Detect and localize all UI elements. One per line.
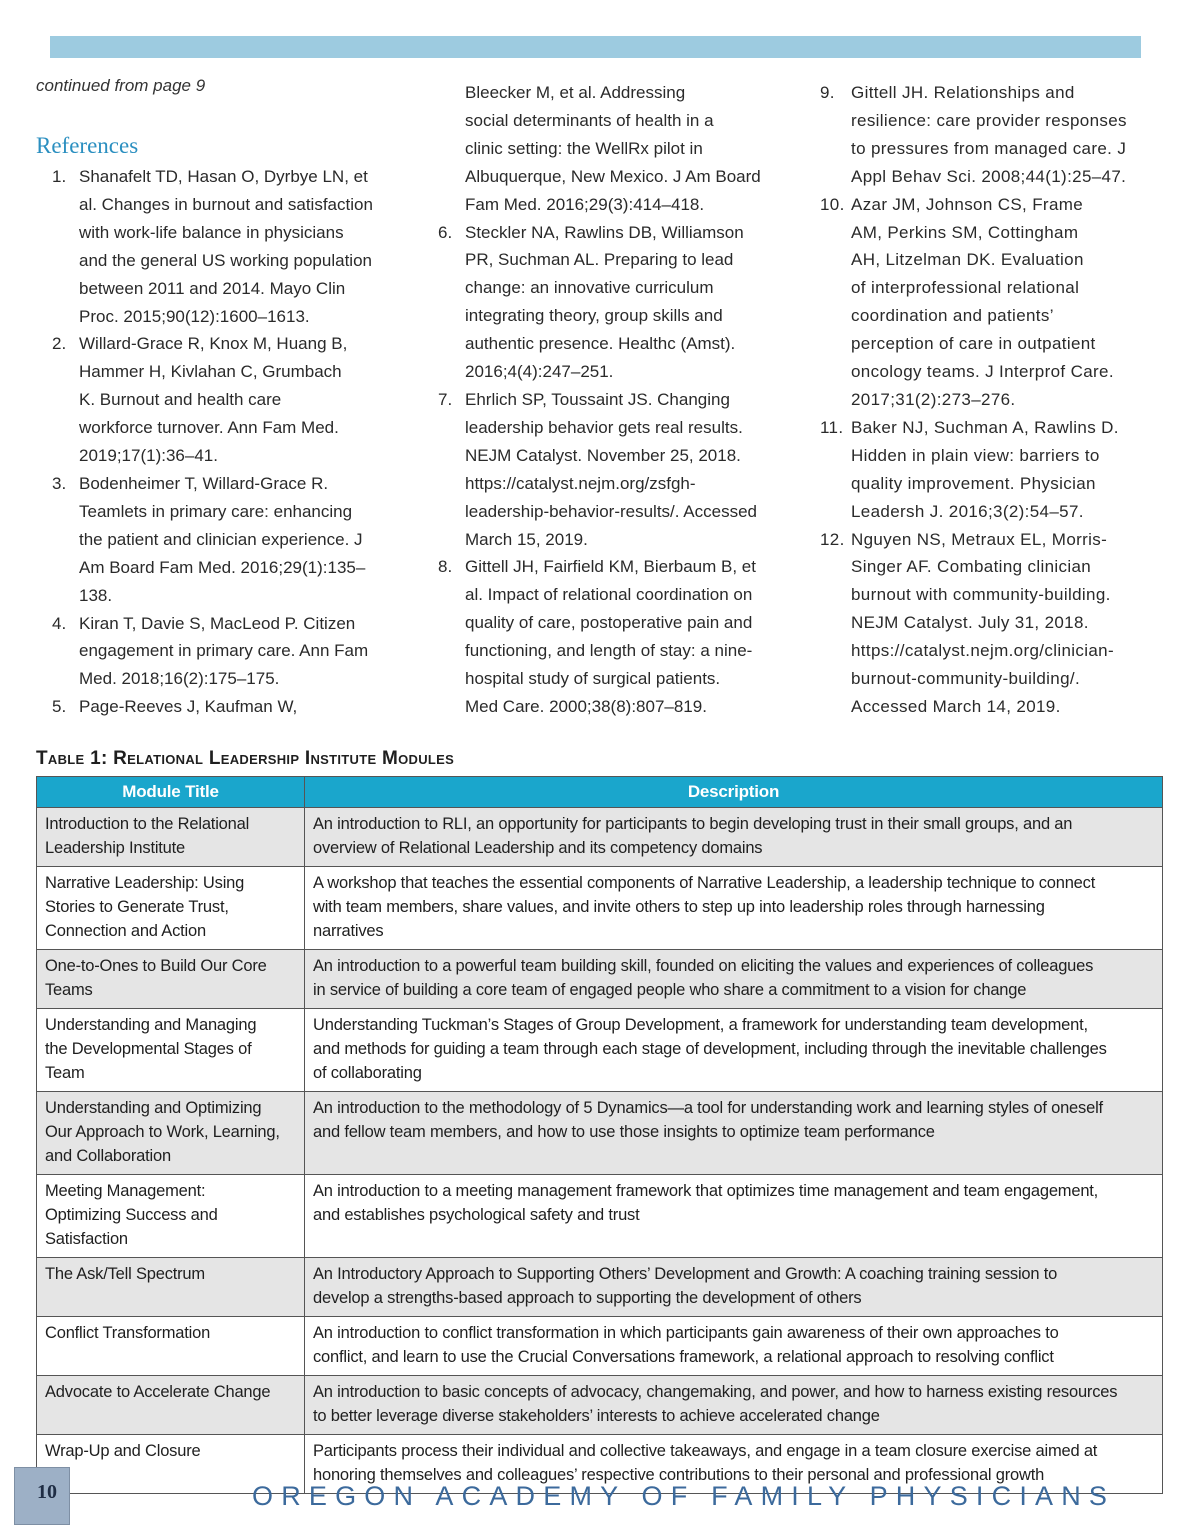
reference-line: Kiran T, Davie S, MacLeod P. Citizen bbox=[79, 613, 356, 633]
module-title-line: Optimizing Success and bbox=[45, 1206, 218, 1224]
reference-line: to pressures from managed care. J bbox=[851, 138, 1127, 158]
module-description-line: and fellow team members, and how to use those insights to optimize team performance bbox=[313, 1123, 935, 1141]
module-title-line: Narrative Leadership: Using bbox=[45, 874, 245, 892]
module-description-line: honoring themselves and colleagues’ respective contributions to their personal and professional growth bbox=[313, 1466, 1045, 1484]
table-row bbox=[37, 950, 1163, 1009]
reference-line: Bodenheimer T, Willard-Grace R. bbox=[79, 473, 329, 493]
header-bar bbox=[50, 36, 1141, 58]
reference-line: Nguyen NS, Metraux EL, Morris- bbox=[851, 529, 1108, 549]
module-description-line: of collaborating bbox=[313, 1064, 422, 1082]
header-module-title: Module Title bbox=[37, 777, 305, 808]
module-title-line: Connection and Action bbox=[45, 922, 206, 940]
module-title-line: Teams bbox=[45, 981, 93, 999]
reference-line: Hammer H, Kivlahan C, Grumbach bbox=[79, 362, 342, 382]
reference-line: Teamlets in primary care: enhancing bbox=[79, 501, 353, 521]
module-title-cell bbox=[37, 867, 305, 950]
reference-line: Shanafelt TD, Hasan O, Dyrbye LN, et bbox=[79, 167, 368, 186]
module-title-line: One-to-Ones to Build Our Core bbox=[45, 957, 267, 975]
reference-line: perception of care in outpatient bbox=[851, 334, 1096, 354]
reference-number: 5. bbox=[52, 697, 67, 717]
reference-line: Am Board Fam Med. 2016;29(1):135– bbox=[79, 557, 366, 577]
reference-item bbox=[438, 219, 798, 386]
reference-line: leadership behavior gets real results. bbox=[465, 417, 743, 437]
module-description-line: An introduction to the methodology of 5 Dynamics—a tool for understanding work and learning styles of oneself bbox=[313, 1099, 1103, 1117]
reference-item bbox=[820, 79, 1165, 191]
reference-line: NEJM Catalyst. November 25, 2018. bbox=[465, 445, 741, 465]
reference-line: K. Burnout and health care bbox=[79, 390, 282, 410]
reference-line: workforce turnover. Ann Fam Med. bbox=[79, 418, 339, 438]
reference-item bbox=[52, 693, 422, 721]
module-description-cell bbox=[305, 1376, 1163, 1435]
module-title-line: The Ask/Tell Spectrum bbox=[45, 1265, 205, 1283]
module-description-line: and establishes psychological safety and trust bbox=[313, 1206, 640, 1224]
module-title-line: Conflict Transformation bbox=[45, 1324, 211, 1342]
reference-line: and the general US working population bbox=[79, 250, 372, 270]
module-description-line: conflict, and learn to use the Crucial Conversations framework, a relational approach to resolving conflict bbox=[313, 1348, 1054, 1366]
module-title-line: Team bbox=[45, 1064, 85, 1082]
reference-number: 11. bbox=[820, 417, 844, 437]
module-title-line: Meeting Management: bbox=[45, 1182, 206, 1200]
reference-line: with work-life balance in physicians bbox=[79, 222, 344, 242]
references-column-3 bbox=[820, 79, 1165, 721]
header-description: Description bbox=[305, 777, 1163, 808]
reference-line: Med. 2018;16(2):175–175. bbox=[79, 669, 280, 689]
reference-line: leadership-behavior-results/. Accessed bbox=[465, 501, 757, 521]
reference-line: authentic presence. Healthc (Amst). bbox=[465, 334, 736, 354]
module-title-cell bbox=[37, 1092, 305, 1175]
module-description-line: in service of building a core team of engaged people who share a commitment to a vision for change bbox=[313, 981, 1027, 999]
reference-line: al. Impact of relational coordination on bbox=[465, 585, 753, 605]
module-description-line: Understanding Tuckman’s Stages of Group Development, a framework for understanding team development, bbox=[313, 1016, 1088, 1034]
table-row bbox=[37, 808, 1163, 867]
reference-line: burnout with community-building. bbox=[851, 585, 1111, 605]
reference-item bbox=[820, 191, 1165, 414]
reference-line: functioning, and length of stay: a nine- bbox=[465, 641, 753, 661]
references-column-1 bbox=[52, 163, 422, 721]
reference-line: Azar JM, Johnson CS, Frame bbox=[851, 194, 1084, 214]
table-row bbox=[37, 1317, 1163, 1376]
reference-line: Singer AF. Combating clinician bbox=[851, 557, 1092, 577]
reference-number: 12. bbox=[820, 529, 845, 549]
reference-line: https://catalyst.nejm.org/clinician- bbox=[851, 641, 1114, 661]
module-description-line: A workshop that teaches the essential components of Narrative Leadership, a leadership technique to connect bbox=[313, 874, 1096, 892]
module-description-line: An introduction to conflict transformation in which participants gain awareness of their own approaches to bbox=[313, 1324, 1059, 1342]
reference-line: hospital study of surgical patients. bbox=[465, 669, 721, 689]
module-description-cell bbox=[305, 808, 1163, 867]
reference-line: 2019;17(1):36–41. bbox=[79, 446, 218, 466]
module-description-cell bbox=[305, 1092, 1163, 1175]
module-description-line: An introduction to basic concepts of advocacy, changemaking, and power, and how to harness existing resources bbox=[313, 1383, 1118, 1401]
table-row bbox=[37, 1258, 1163, 1317]
reference-item bbox=[820, 414, 1165, 526]
reference-line: al. Changes in burnout and satisfaction bbox=[79, 194, 373, 214]
reference-line: Med Care. 2000;38(8):807–819. bbox=[465, 696, 707, 716]
reference-line: https://catalyst.nejm.org/zsfgh- bbox=[465, 473, 696, 493]
reference-line: engagement in primary care. Ann Fam bbox=[79, 641, 369, 661]
footer-organization: OREGON ACADEMY OF FAMILY PHYSICIANS bbox=[252, 1481, 1116, 1511]
reference-item bbox=[52, 330, 422, 470]
module-description-cell bbox=[305, 1317, 1163, 1376]
reference-line: Gittell JH. Relationships and bbox=[851, 83, 1075, 102]
module-title-line: Advocate to Accelerate Change bbox=[45, 1383, 271, 1401]
reference-line: March 15, 2019. bbox=[465, 529, 588, 549]
references-column-2 bbox=[438, 79, 798, 721]
module-description-line: Participants process their individual and collective takeaways, and engage in a team closure exercise aimed at bbox=[313, 1442, 1098, 1460]
reference-line: 2017;31(2):273–276. bbox=[851, 389, 1016, 409]
reference-item bbox=[52, 610, 422, 694]
reference-line: Accessed March 14, 2019. bbox=[851, 696, 1061, 716]
reference-line: between 2011 and 2014. Mayo Clin bbox=[79, 278, 346, 298]
module-description-cell bbox=[305, 950, 1163, 1009]
module-description-line: develop a strengths-based approach to supporting the development of others bbox=[313, 1289, 862, 1307]
table-row bbox=[37, 867, 1163, 950]
reference-line: of interprofessional relational bbox=[851, 278, 1080, 298]
reference-line: social determinants of health in a bbox=[465, 110, 714, 130]
reference-line: Appl Behav Sci. 2008;44(1):25–47. bbox=[851, 166, 1127, 186]
reference-line: Albuquerque, New Mexico. J Am Board bbox=[465, 166, 761, 186]
table-row bbox=[37, 1092, 1163, 1175]
module-description-line: to better leverage diverse stakeholders’ interests to achieve accelerated change bbox=[313, 1407, 880, 1425]
module-title-line: and Collaboration bbox=[45, 1147, 171, 1165]
reference-item bbox=[52, 470, 422, 610]
reference-line: coordination and patients’ bbox=[851, 306, 1054, 326]
module-title-line: Stories to Generate Trust, bbox=[45, 898, 229, 916]
reference-line: integrating theory, group skills and bbox=[465, 306, 723, 326]
reference-item bbox=[52, 163, 422, 330]
module-title-line: Understanding and Managing bbox=[45, 1016, 257, 1034]
reference-line: Steckler NA, Rawlins DB, Williamson bbox=[465, 222, 744, 242]
reference-line: quality of care, postoperative pain and bbox=[465, 613, 753, 633]
reference-number: 8. bbox=[438, 557, 453, 577]
module-description-line: narratives bbox=[313, 922, 384, 940]
reference-line: Hidden in plain view: barriers to bbox=[851, 445, 1100, 465]
table-title: Table 1: Relational Leadership Institute Modules bbox=[36, 748, 455, 769]
module-description-line: with team members, share values, and invite others to step up into leadership roles through harnessing bbox=[313, 898, 1045, 916]
reference-line: PR, Suchman AL. Preparing to lead bbox=[465, 250, 734, 270]
module-description-line: An Introductory Approach to Supporting Others’ Development and Growth: A coaching training session to bbox=[313, 1265, 1058, 1283]
module-description-line: overview of Relational Leadership and its competency domains bbox=[313, 839, 763, 857]
reference-line: Fam Med. 2016;29(3):414–418. bbox=[465, 194, 705, 214]
module-description-line: and methods for guiding a team through each stage of development, including through the inevitable challenges bbox=[313, 1040, 1107, 1058]
page-number: 10 bbox=[37, 1481, 57, 1503]
reference-number: 6. bbox=[438, 222, 453, 242]
reference-line: AM, Perkins SM, Cottingham bbox=[851, 222, 1079, 242]
reference-item bbox=[438, 79, 798, 219]
reference-line: 2016;4(4):247–251. bbox=[465, 362, 614, 382]
module-title-line: the Developmental Stages of bbox=[45, 1040, 252, 1058]
reference-number: 2. bbox=[52, 334, 67, 354]
continued-note: continued from page 9 bbox=[36, 76, 206, 95]
reference-number: 10. bbox=[820, 194, 845, 214]
module-description-line: An introduction to a meeting management framework that optimizes time management and team engagement, bbox=[313, 1182, 1099, 1200]
table-row bbox=[37, 1009, 1163, 1092]
reference-line: oncology teams. J Interprof Care. bbox=[851, 362, 1114, 382]
module-title-cell bbox=[37, 808, 305, 867]
reference-item bbox=[438, 386, 798, 553]
page-number-box bbox=[14, 1467, 70, 1525]
module-description-cell bbox=[305, 1009, 1163, 1092]
table-header-row bbox=[37, 777, 1163, 808]
module-title-line: Wrap-Up and Closure bbox=[45, 1442, 201, 1460]
reference-item bbox=[438, 553, 798, 720]
reference-item bbox=[820, 526, 1165, 721]
module-title-cell bbox=[37, 1175, 305, 1258]
reference-number: 3. bbox=[52, 473, 67, 493]
reference-line: resilience: care provider responses bbox=[851, 110, 1127, 130]
reference-line: Ehrlich SP, Toussaint JS. Changing bbox=[465, 389, 730, 409]
table-row bbox=[37, 1376, 1163, 1435]
module-title-line: Our Approach to Work, Learning, bbox=[45, 1123, 280, 1141]
reference-line: Gittell JH, Fairfield KM, Bierbaum B, et bbox=[465, 557, 756, 577]
reference-line: Leadersh J. 2016;3(2):54–57. bbox=[851, 501, 1084, 521]
reference-line: Page-Reeves J, Kaufman W, bbox=[79, 697, 298, 717]
module-title-cell bbox=[37, 1258, 305, 1317]
reference-number: 1. bbox=[52, 167, 67, 186]
module-description-cell bbox=[305, 1258, 1163, 1317]
module-description-cell bbox=[305, 1175, 1163, 1258]
reference-line: the patient and clinician experience. J bbox=[79, 529, 363, 549]
reference-number: 4. bbox=[52, 613, 67, 633]
module-title-cell bbox=[37, 950, 305, 1009]
module-title-cell bbox=[37, 1376, 305, 1435]
reference-line: Proc. 2015;90(12):1600–1613. bbox=[79, 306, 310, 326]
module-title-line: Satisfaction bbox=[45, 1230, 128, 1248]
reference-line: Willard-Grace R, Knox M, Huang B, bbox=[79, 334, 348, 354]
reference-number: 9. bbox=[820, 83, 835, 102]
references-heading: References bbox=[36, 133, 139, 158]
module-title-line: Introduction to the Relational bbox=[45, 815, 250, 833]
reference-line: change: an innovative curriculum bbox=[465, 278, 714, 298]
module-title-line: Leadership Institute bbox=[45, 839, 186, 857]
table-row bbox=[37, 1175, 1163, 1258]
reference-line: Bleecker M, et al. Addressing bbox=[465, 83, 686, 102]
reference-line: NEJM Catalyst. July 31, 2018. bbox=[851, 613, 1089, 633]
module-description-line: An introduction to a powerful team building skill, founded on eliciting the values and experiences of colleagues bbox=[313, 957, 1094, 975]
reference-line: clinic setting: the WellRx pilot in bbox=[465, 138, 703, 158]
module-description-line: An introduction to RLI, an opportunity for participants to begin developing trust in their small groups, and an bbox=[313, 815, 1073, 833]
reference-line: 138. bbox=[79, 585, 113, 605]
module-title-line: Understanding and Optimizing bbox=[45, 1099, 262, 1117]
reference-line: burnout-community-building/. bbox=[851, 669, 1081, 689]
modules-table bbox=[36, 776, 1163, 1494]
reference-line: quality improvement. Physician bbox=[851, 473, 1096, 493]
reference-line: Baker NJ, Suchman A, Rawlins D. bbox=[851, 417, 1119, 437]
reference-number: 7. bbox=[438, 389, 453, 409]
module-title-cell bbox=[37, 1317, 305, 1376]
reference-line: AH, Litzelman DK. Evaluation bbox=[851, 250, 1084, 270]
module-description-cell bbox=[305, 867, 1163, 950]
table-body bbox=[37, 808, 1163, 1494]
module-title-cell bbox=[37, 1009, 305, 1092]
